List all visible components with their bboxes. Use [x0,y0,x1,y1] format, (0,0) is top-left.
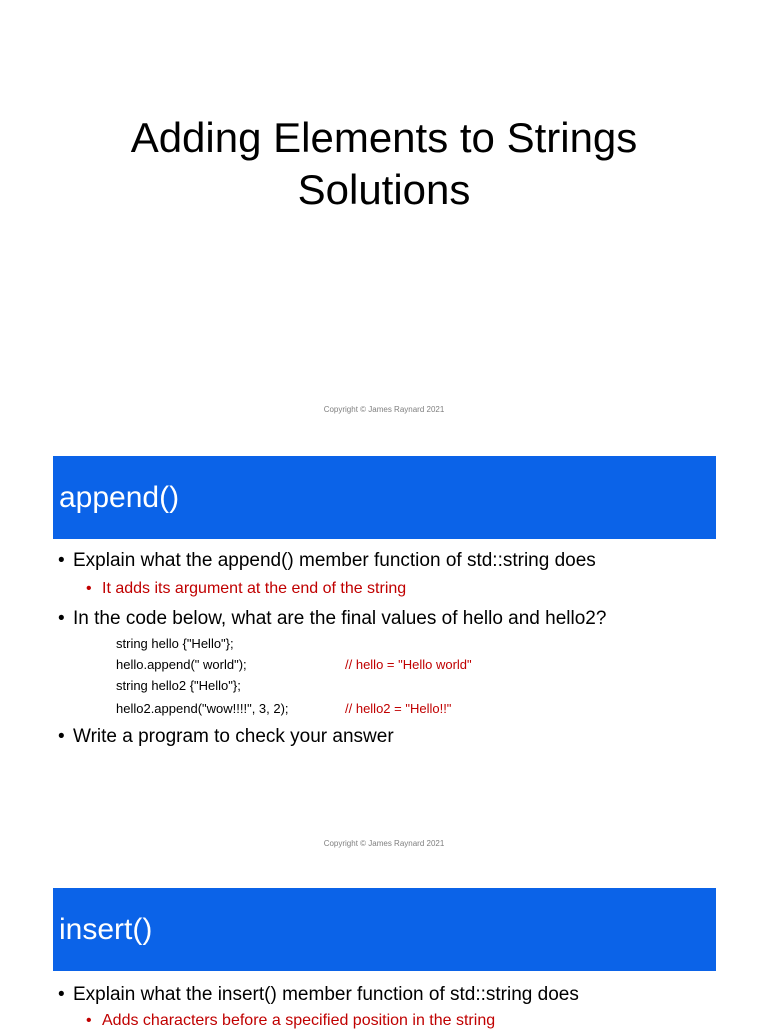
insert-question-1: Explain what the insert() member function of std::string does [73,984,579,1005]
copyright-text: Copyright © James Raynard 2021 [323,839,445,848]
append-answer-1 [86,579,406,599]
append-task: Write a program to check your answer [73,726,394,747]
code-line-2: hello.append(" world"); [116,657,247,672]
code-comment-1: // hello = "Hello world" [345,657,472,672]
append-bullet-3 [58,725,394,749]
bullet-glyph: • [86,1012,92,1029]
page-title [0,112,768,216]
copyright-text: Copyright © James Raynard 2021 [323,405,445,414]
code-line-4: hello2.append("wow!!!!", 3, 2); [116,701,289,716]
insert-heading: insert() [59,913,153,946]
bullet-glyph: • [58,550,65,571]
insert-heading-banner [53,888,716,971]
code-line-1: string hello {"Hello"}; [116,636,234,651]
insert-answer-1 [86,1011,495,1031]
title-line-2: Solutions [297,166,471,213]
title-slide [0,0,768,432]
code-comment-2: // hello2 = "Hello!!" [345,701,452,716]
bullet-glyph: • [58,726,65,747]
append-question-1: Explain what the append() member function of std::string does [73,550,596,571]
append-bullet-1 [58,549,596,573]
bullet-glyph: • [58,984,65,1005]
title-line-1: Adding Elements to Strings [130,114,638,161]
bullet-glyph: • [58,608,65,629]
append-heading-banner [53,456,716,539]
append-question-2: In the code below, what are the final values of hello and hello2? [73,608,607,629]
append-bullet-2 [58,607,606,631]
code-line-3: string hello2 {"Hello"}; [116,678,241,693]
insert-bullet-1 [58,983,579,1007]
bullet-glyph: • [86,580,92,597]
append-answer-text: It adds its argument at the end of the string [102,580,407,597]
insert-answer-text: Adds characters before a specified position in the string [102,1012,496,1029]
append-heading: append() [59,481,180,514]
